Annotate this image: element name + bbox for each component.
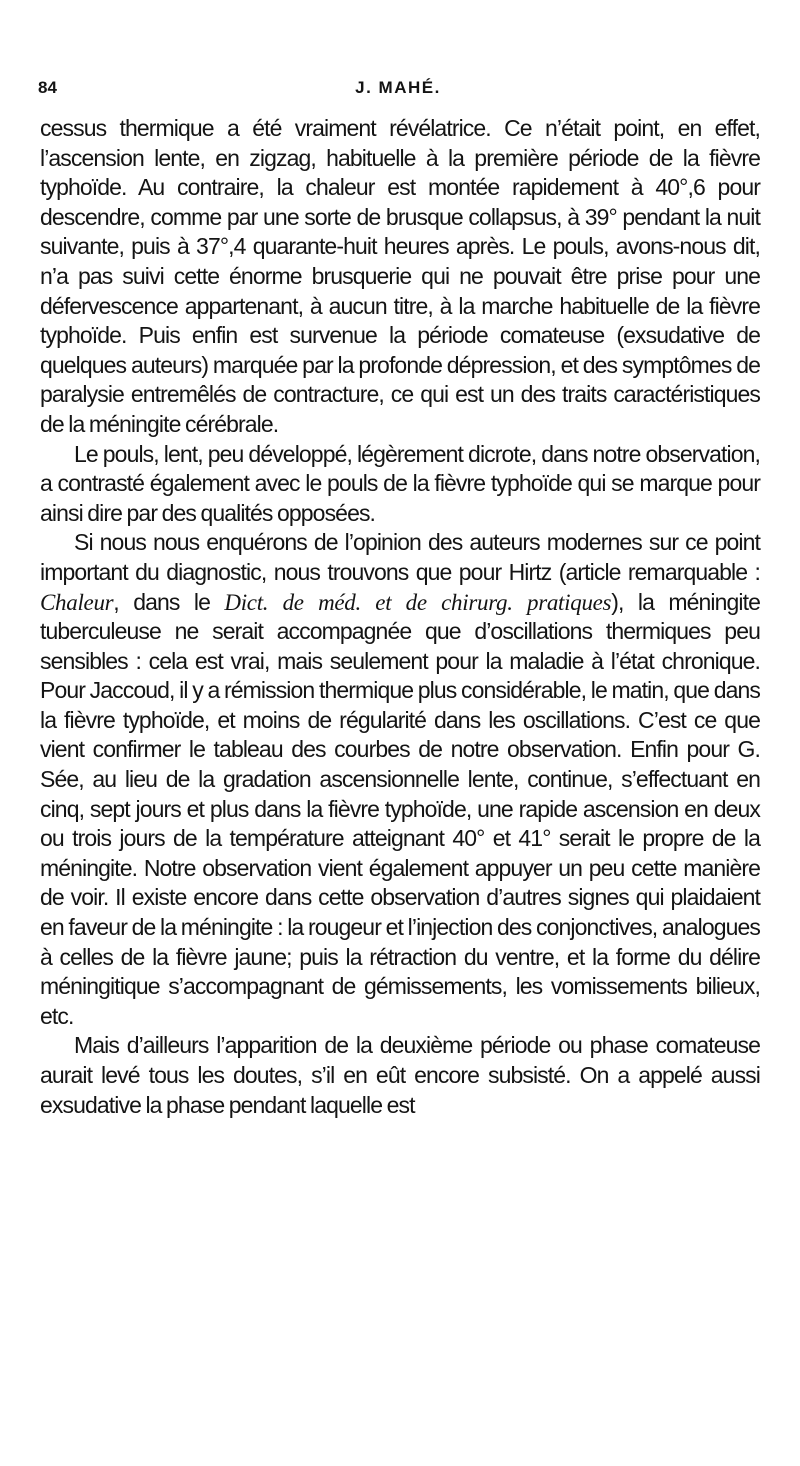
- paragraph-text: ), la méningite tuberculeuse ne serait accompagnée que d’oscillations thermiques peu sensibles : cela est vrai, mais seulement pour la maladie à l’état chronique. Pour Jaccoud, il y a rémission thermique plus considérable, le matin, que dans la fièvre typhoïde, et moins de régularité dans les oscillations. C’est ce que vient confirmer le tableau des courbes de notre observation. Enfin pour G. Sée, au lieu de la gradation ascensionnelle lente, continue, s’effectuant en cinq, sept jours et plus dans la fièvre typhoïde, une rapide ascension en deux ou trois jours de la température atteignant 40° et 41° serait le propre de la méningite. Notre observation vient également appuyer un peu cette manière de voir. Il existe encore dans cette observation d’autres signes qui plaidaient en faveur de la méningite : la rougeur et l’injection des conjonctives, analogues à celles de la fièvre jaune; puis la rétraction du ventre, et la forme du délire méningitique s’accompagnant de gémissements, les vomissements bilieux, etc.: [40, 588, 760, 1029]
- running-head: J. MAHÉ.: [355, 78, 441, 97]
- paragraph-text: Mais d’ailleurs l’apparition de la deuxième période ou phase comateuse aurait levé tous les doutes, s’il en eût encore subsisté. On a appelé aussi exsudative la phase pendant laquelle est: [40, 1032, 760, 1118]
- paragraph-4: [40, 1031, 760, 1120]
- paragraph-1: [40, 114, 760, 440]
- page-number: 84: [38, 78, 57, 97]
- italic-citation: Chaleur: [40, 589, 114, 615]
- body-text: [40, 114, 760, 1120]
- paragraph-text: , dans le: [113, 588, 225, 615]
- paragraph-text: Le pouls, lent, peu développé, légèrement dicrote, dans notre observation, a contrasté également avec le pouls de la fièvre typhoïde qui se marque pour ainsi dire par des qualités opposées.: [40, 440, 760, 526]
- paragraph-text: Si nous nous enquérons de l’opinion des auteurs modernes sur ce point important du diagnostic, nous trouvons que pour Hirtz (article remarquable :: [40, 529, 760, 585]
- italic-citation: Dict. de méd. et de chirurg. pratiques: [224, 589, 612, 615]
- paragraph-2: [40, 440, 760, 529]
- paragraph-text: cessus thermique a été vraiment révélatrice. Ce n’était point, en effet, l’ascension lente, en zigzag, habituelle à la première période de la fièvre typhoïde. Au contraire, la chaleur est montée rapidement à 40°,6 pour descendre, comme par une sorte de brusque collapsus, à 39° pendant la nuit suivante, puis à 37°,4 quarante-huit heures après. Le pouls, avons-nous dit, n’a pas suivi cette énorme brusquerie qui ne pouvait être prise pour une défervescence appartenant, à aucun titre, à la marche habituelle de la fièvre typhoïde. Puis enfin est survenue la période comateuse (exsudative de quelques auteurs) marquée par la profonde dépression, et des symptômes de paralysie entremêlés de contracture, ce qui est un des traits caractéristiques de la méningite cérébrale.: [40, 115, 760, 437]
- paragraph-3: [40, 528, 760, 1031]
- page-header: [38, 78, 758, 108]
